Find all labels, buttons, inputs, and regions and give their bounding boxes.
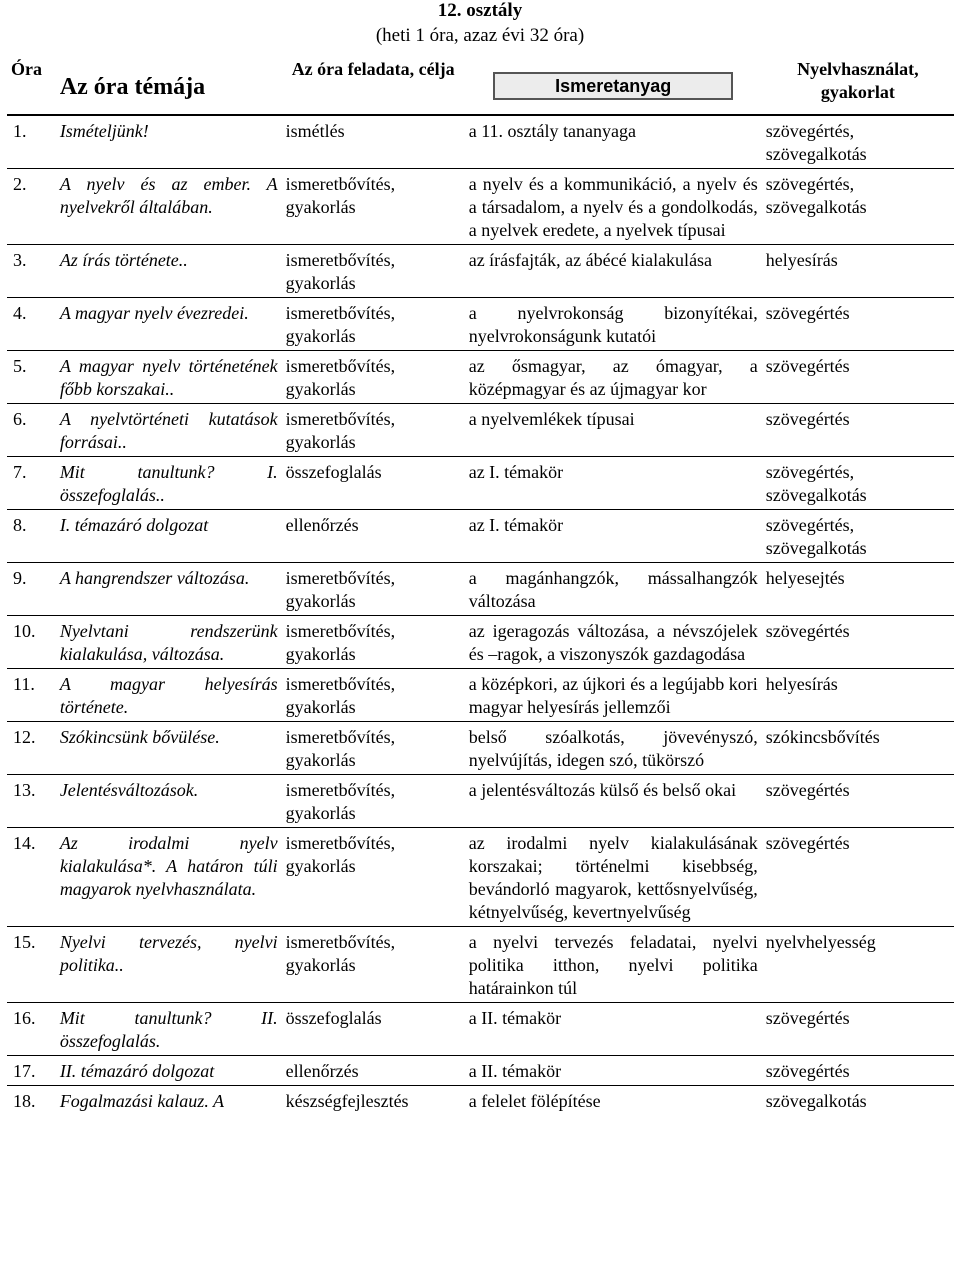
row-goal: ismeretbővítés, gyakorlás: [282, 351, 465, 404]
row-topic: Mit tanultunk? I. összefoglalás..: [56, 457, 282, 510]
row-language-use: szövegértés, szövegalkotás: [762, 457, 954, 510]
row-language-use: szövegértés: [762, 404, 954, 457]
row-topic: Az írás története..: [56, 245, 282, 298]
table-row: [7, 775, 954, 828]
row-language-use: szövegértés: [762, 351, 954, 404]
table-row: [7, 563, 954, 616]
row-language-use: szókincsbővítés: [762, 722, 954, 775]
row-content: belső szóalkotás, jövevényszó, nyelvújítás, idegen szó, tükörszó: [465, 722, 762, 775]
table-row: [7, 722, 954, 775]
ismeretanyag-label: Ismeretanyag: [493, 72, 733, 100]
row-goal: ismeretbővítés, gyakorlás: [282, 563, 465, 616]
row-topic: Jelentésváltozások.: [56, 775, 282, 828]
table-row: [7, 457, 954, 510]
row-topic: Ismételjünk!: [56, 115, 282, 169]
row-topic: Szókincsünk bővülése.: [56, 722, 282, 775]
row-number: 16.: [7, 1003, 56, 1056]
table-row: [7, 1003, 954, 1056]
col-header-cel: Az óra feladata, célja: [282, 50, 465, 115]
row-topic: Az irodalmi nyelv kialakulása*. A határon túli magyarok nyelvhasználata.: [56, 828, 282, 927]
row-goal: ismeretbővítés, gyakorlás: [282, 669, 465, 722]
row-topic: A nyelv és az ember. A nyelvekről általában.: [56, 169, 282, 245]
row-number: 9.: [7, 563, 56, 616]
row-number: 5.: [7, 351, 56, 404]
row-content: a II. témakör: [465, 1003, 762, 1056]
row-goal: ismeretbővítés, gyakorlás: [282, 616, 465, 669]
row-language-use: szövegértés, szövegalkotás: [762, 510, 954, 563]
row-language-use: szövegértés: [762, 828, 954, 927]
table-row: [7, 616, 954, 669]
table-row: [7, 245, 954, 298]
row-language-use: helyesírás: [762, 669, 954, 722]
col-header-ismeret: [465, 50, 762, 115]
row-topic: II. témazáró dolgozat: [56, 1056, 282, 1086]
row-content: a nyelvrokonság bizonyítékai, nyelvrokonságunk kutatói: [465, 298, 762, 351]
row-number: 7.: [7, 457, 56, 510]
row-content: a magánhangzók, mássalhangzók változása: [465, 563, 762, 616]
table-row: [7, 404, 954, 457]
row-goal: összefoglalás: [282, 1003, 465, 1056]
row-language-use: helyesejtés: [762, 563, 954, 616]
row-language-use: szövegértés, szövegalkotás: [762, 115, 954, 169]
row-language-use: szövegalkotás: [762, 1086, 954, 1116]
row-content: a jelentésváltozás külső és belső okai: [465, 775, 762, 828]
row-number: 3.: [7, 245, 56, 298]
row-goal: ismeretbővítés, gyakorlás: [282, 298, 465, 351]
row-topic: Nyelvtani rendszerünk kialakulása, változása.: [56, 616, 282, 669]
row-content: a II. témakör: [465, 1056, 762, 1086]
row-goal: ellenőrzés: [282, 510, 465, 563]
row-number: 2.: [7, 169, 56, 245]
row-goal: ismeretbővítés, gyakorlás: [282, 169, 465, 245]
page-title: 12. osztály: [437, 0, 523, 21]
row-number: 11.: [7, 669, 56, 722]
row-number: 15.: [7, 927, 56, 1003]
page-subtitle: (heti 1 óra, azaz évi 32 óra): [375, 25, 585, 46]
col-header-tema: Az óra témája: [56, 50, 282, 115]
row-content: a nyelv és a kommunikáció, a nyelv és a társadalom, a nyelv és a gondolkodás, a nyelvek eredete, a nyelvek típusai: [465, 169, 762, 245]
row-number: 18.: [7, 1086, 56, 1116]
row-content: a nyelvemlékek típusai: [465, 404, 762, 457]
row-topic: A magyar helyesírás története.: [56, 669, 282, 722]
table-row: [7, 1086, 954, 1116]
row-topic: A hangrendszer változása.: [56, 563, 282, 616]
row-content: a 11. osztály tananyaga: [465, 115, 762, 169]
row-number: 17.: [7, 1056, 56, 1086]
table-row: [7, 927, 954, 1003]
row-goal: ismeretbővítés, gyakorlás: [282, 245, 465, 298]
row-content: az I. témakör: [465, 510, 762, 563]
row-goal: ismétlés: [282, 115, 465, 169]
row-goal: ismeretbővítés, gyakorlás: [282, 828, 465, 927]
row-content: a középkori, az újkori és a legújabb kori magyar helyesírás jellemzői: [465, 669, 762, 722]
row-goal: készségfejlesztés: [282, 1086, 465, 1116]
table-row: [7, 1056, 954, 1086]
row-language-use: szövegértés: [762, 298, 954, 351]
table-row: [7, 669, 954, 722]
row-number: 8.: [7, 510, 56, 563]
row-language-use: szövegértés: [762, 1003, 954, 1056]
col-header-nyelvhasznalat: Nyelvhasználat, gyakorlat: [762, 50, 954, 115]
row-topic: Mit tanultunk? II. összefoglalás.: [56, 1003, 282, 1056]
table-row: [7, 351, 954, 404]
table-row: [7, 115, 954, 169]
row-topic: A magyar nyelv történetének főbb korszakai..: [56, 351, 282, 404]
row-language-use: szövegértés, szövegalkotás: [762, 169, 954, 245]
row-topic: I. témazáró dolgozat: [56, 510, 282, 563]
row-goal: ismeretbővítés, gyakorlás: [282, 722, 465, 775]
row-number: 12.: [7, 722, 56, 775]
row-language-use: szövegértés: [762, 616, 954, 669]
row-content: az I. témakör: [465, 457, 762, 510]
table-row: [7, 510, 954, 563]
row-topic: A magyar nyelv évezredei.: [56, 298, 282, 351]
row-content: az írásfajták, az ábécé kialakulása: [465, 245, 762, 298]
row-content: a nyelvi tervezés feladatai, nyelvi politika itthon, nyelvi politika határainkon túl: [465, 927, 762, 1003]
row-language-use: szövegértés: [762, 1056, 954, 1086]
row-number: 10.: [7, 616, 56, 669]
row-topic: A nyelvtörténeti kutatások forrásai..: [56, 404, 282, 457]
row-number: 14.: [7, 828, 56, 927]
table-row: [7, 169, 954, 245]
row-language-use: nyelvhelyesség: [762, 927, 954, 1003]
row-language-use: helyesírás: [762, 245, 954, 298]
row-topic: Nyelvi tervezés, nyelvi politika..: [56, 927, 282, 1003]
curriculum-table: [7, 50, 954, 1115]
table-header-row: [7, 50, 954, 115]
col-header-ora: Óra: [7, 50, 56, 115]
row-goal: ellenőrzés: [282, 1056, 465, 1086]
row-language-use: szövegértés: [762, 775, 954, 828]
row-content: az igeragozás változása, a névszójelek és –ragok, a viszonyszók gazdagodása: [465, 616, 762, 669]
table-row: [7, 828, 954, 927]
row-content: a felelet fölépítése: [465, 1086, 762, 1116]
table-row: [7, 298, 954, 351]
row-goal: összefoglalás: [282, 457, 465, 510]
row-goal: ismeretbővítés, gyakorlás: [282, 404, 465, 457]
row-number: 4.: [7, 298, 56, 351]
row-number: 1.: [7, 115, 56, 169]
row-topic: Fogalmazási kalauz. A: [56, 1086, 282, 1116]
row-content: az ősmagyar, az ómagyar, a középmagyar és az újmagyar kor: [465, 351, 762, 404]
row-number: 13.: [7, 775, 56, 828]
row-goal: ismeretbővítés, gyakorlás: [282, 775, 465, 828]
row-content: az irodalmi nyelv kialakulásának korszakai; történelmi kisebbség, bevándorló magyarok, kettősnyelvűség, kétnyelvűség, kevertnyelvűség: [465, 828, 762, 927]
row-goal: ismeretbővítés, gyakorlás: [282, 927, 465, 1003]
table-body: [7, 115, 954, 1115]
row-number: 6.: [7, 404, 56, 457]
